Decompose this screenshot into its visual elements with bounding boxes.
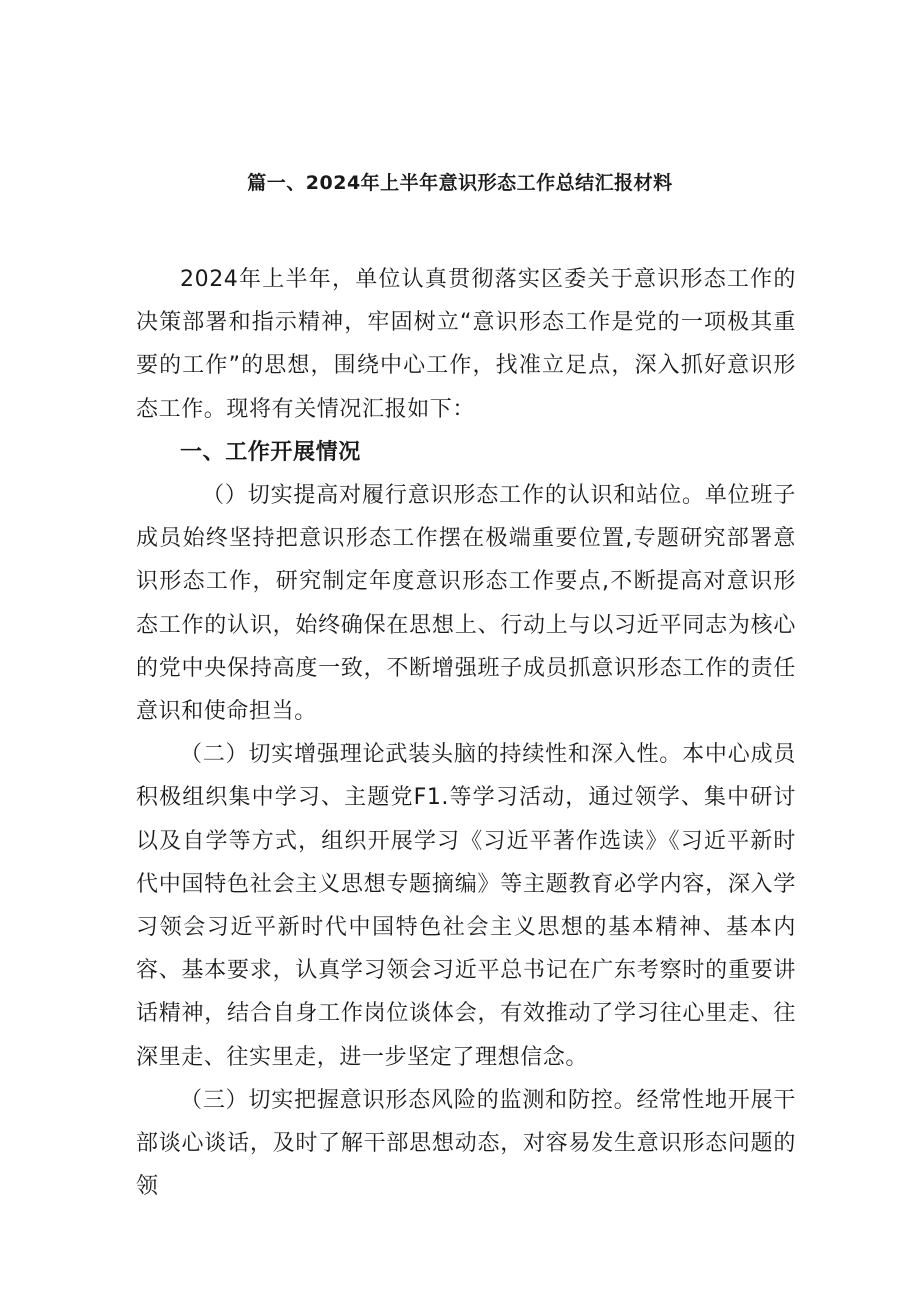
document-body	[136, 258, 796, 1208]
document-title: 篇一、2024年上半年意识形态工作总结汇报材料	[247, 172, 673, 194]
intro-paragraph: 2024年上半年，单位认真贯彻落实区委关于意识形态工作的决策部署和指示精神，牢固树立“意识形态工作是党的一项极其重要的工作”的思想，围绕中心工作，找准立足点，深入抓好意识形态工作。现将有关情况汇报如下：	[136, 267, 796, 422]
paragraph-3: （三）切实把握意识形态风险的监测和防控。经常性地开展干部谈心谈话，及时了解干部思想动态，对容易发生意识形态问题的领	[136, 1087, 796, 1200]
paragraph-2: （二）切实增强理论武装头脑的持续性和深入性。本中心成员积极组织集中学习、主题党F1.等学习活动，通过领学、集中研讨以及自学等方式，组织开展学习《习近平著作选读》《习近平新时代中国特色社会主义思想专题摘编》等主题教育必学内容，深入学习领会习近平新时代中国特色社会主义思想的基本精神、基本内容、基本要求，认真学习领会习近平总书记在广东考察时的重要讲话精神，结合自身工作岗位谈体会，有效推动了学习往心里走、往深里走、往实里走，进一步坚定了理想信念。	[136, 742, 796, 1070]
paragraph-1: （）切实提高对履行意识形态工作的认识和站位。单位班子成员始终坚持把意识形态工作摆在极端重要位置,专题研究部署意识形态工作，研究制定年度意识形态工作要点,不断提高对意识形态工作的认识，始终确保在思想上、行动上与以习近平同志为核心的党中央保持高度一致，不断增强班子成员抓意识形态工作的责任意识和使命担当。	[136, 483, 796, 725]
section-heading-1: 一、工作开展情况	[180, 439, 361, 465]
